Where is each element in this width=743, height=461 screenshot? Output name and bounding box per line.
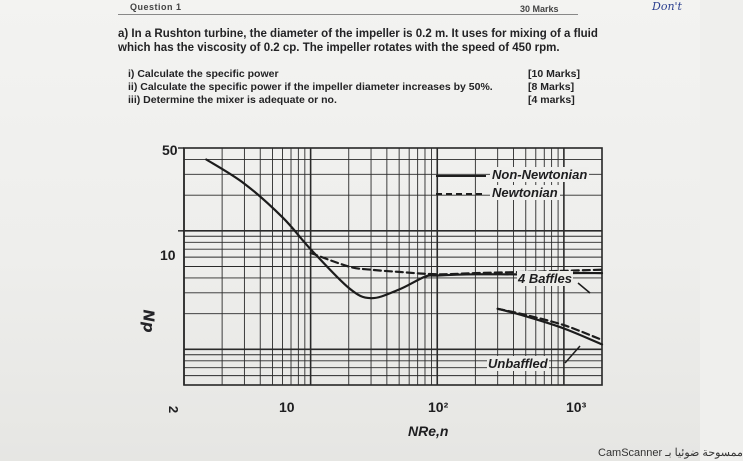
x-tick-label: 10³ bbox=[566, 399, 587, 415]
camscanner-watermark bbox=[598, 446, 743, 459]
question-intro: a) In a Rushton turbine, the diameter of the impeller is 0.2 m. It uses for mixing of a fluid which has the viscosity of 0.2 cp. The impeller rotates with the speed of 450 rpm. bbox=[118, 28, 598, 54]
x-axis-label: NRe,n bbox=[408, 423, 449, 439]
question-item-label: i) Calculate the specific power bbox=[128, 68, 279, 80]
corner-handwriting: Don't bbox=[652, 0, 682, 13]
camscanner-arabic: ممسوحة ضوئيا بـ bbox=[665, 447, 743, 459]
annotation-arrow-baffles bbox=[578, 283, 590, 293]
x-tick-label: 2 bbox=[166, 405, 182, 414]
question-item-marks: [8 Marks] bbox=[528, 81, 575, 93]
header-question-label: Question 1 bbox=[130, 2, 182, 12]
annotation-unbaffled: Unbaffled bbox=[488, 356, 548, 371]
x-tick-label: 10² bbox=[428, 399, 449, 415]
y-tick-label: 10 bbox=[160, 247, 176, 263]
question-item-label: ii) Calculate the specific power if the impeller diameter increases by 50%. bbox=[128, 81, 493, 93]
x-tick-label: 10 bbox=[279, 399, 295, 415]
question-item-marks: [10 Marks] bbox=[528, 68, 580, 80]
question-item-marks: [4 marks] bbox=[528, 94, 575, 106]
annotation-4-baffles: 4 Baffles bbox=[518, 271, 572, 286]
header-marks-label: 30 Marks bbox=[520, 4, 559, 14]
y-axis-label: Np bbox=[139, 309, 158, 333]
legend-label-dashed: Newtonian bbox=[492, 185, 558, 200]
chart-grid bbox=[178, 148, 602, 385]
question-item-label: iii) Determine the mixer is adequate or no. bbox=[128, 94, 337, 106]
y-tick-label: 50 bbox=[162, 142, 178, 158]
legend-label-solid: Non-Newtonian bbox=[492, 167, 588, 182]
camscanner-name: CamScanner bbox=[598, 447, 663, 459]
